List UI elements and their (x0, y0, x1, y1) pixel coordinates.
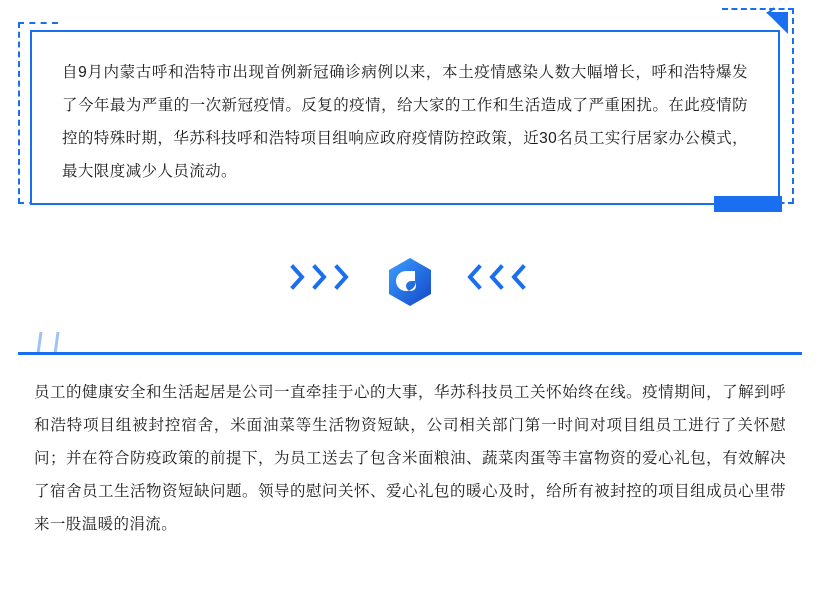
company-hexagon-logo-icon (384, 256, 436, 308)
chevron-right-triple-icon (290, 264, 350, 290)
chevron-left-triple-icon (466, 264, 526, 290)
horizontal-rule (18, 352, 802, 355)
corner-accent-bottom-right (714, 196, 782, 212)
section-divider (0, 240, 820, 320)
quote-card-zone (0, 0, 820, 232)
quote-stroke (36, 332, 42, 354)
quote-card-paragraph: 自9月内蒙古呼和浩特市出现首例新冠确诊病例以来，本土疫情感染人数大幅增长，呼和浩特爆发了今年最为严重的一次新冠疫情。反复的疫情，给大家的工作和生活造成了严重困扰。在此疫情防控的特殊时期，华苏科技呼和浩特项目组响应政府疫情防控政策，近30名员工实行居家办公模式，最大限度减少人员流动。 (62, 64, 748, 180)
quote-stroke (54, 332, 60, 354)
quote-card (30, 30, 780, 205)
body-paragraph: 员工的健康安全和生活起居是公司一直牵挂于心的大事，华苏科技员工关怀始终在线。疫情期间，了解到呼和浩特项目组被封控宿舍，米面油菜等生活物资短缺，公司相关部门第一时间对项目组员工进行了关怀慰问；并在符合防疫政策的前提下，为员工送去了包含米面粮油、蔬菜肉蛋等丰富物资的爱心礼包，有效解决了宿舍员工生活物资短缺问题。领导的慰问关怀、爱心礼包的暖心及时，给所有被封控的项目组成员心里带来一股温暖的涓流。 (34, 384, 786, 533)
quote-mark-decoration (38, 332, 78, 354)
